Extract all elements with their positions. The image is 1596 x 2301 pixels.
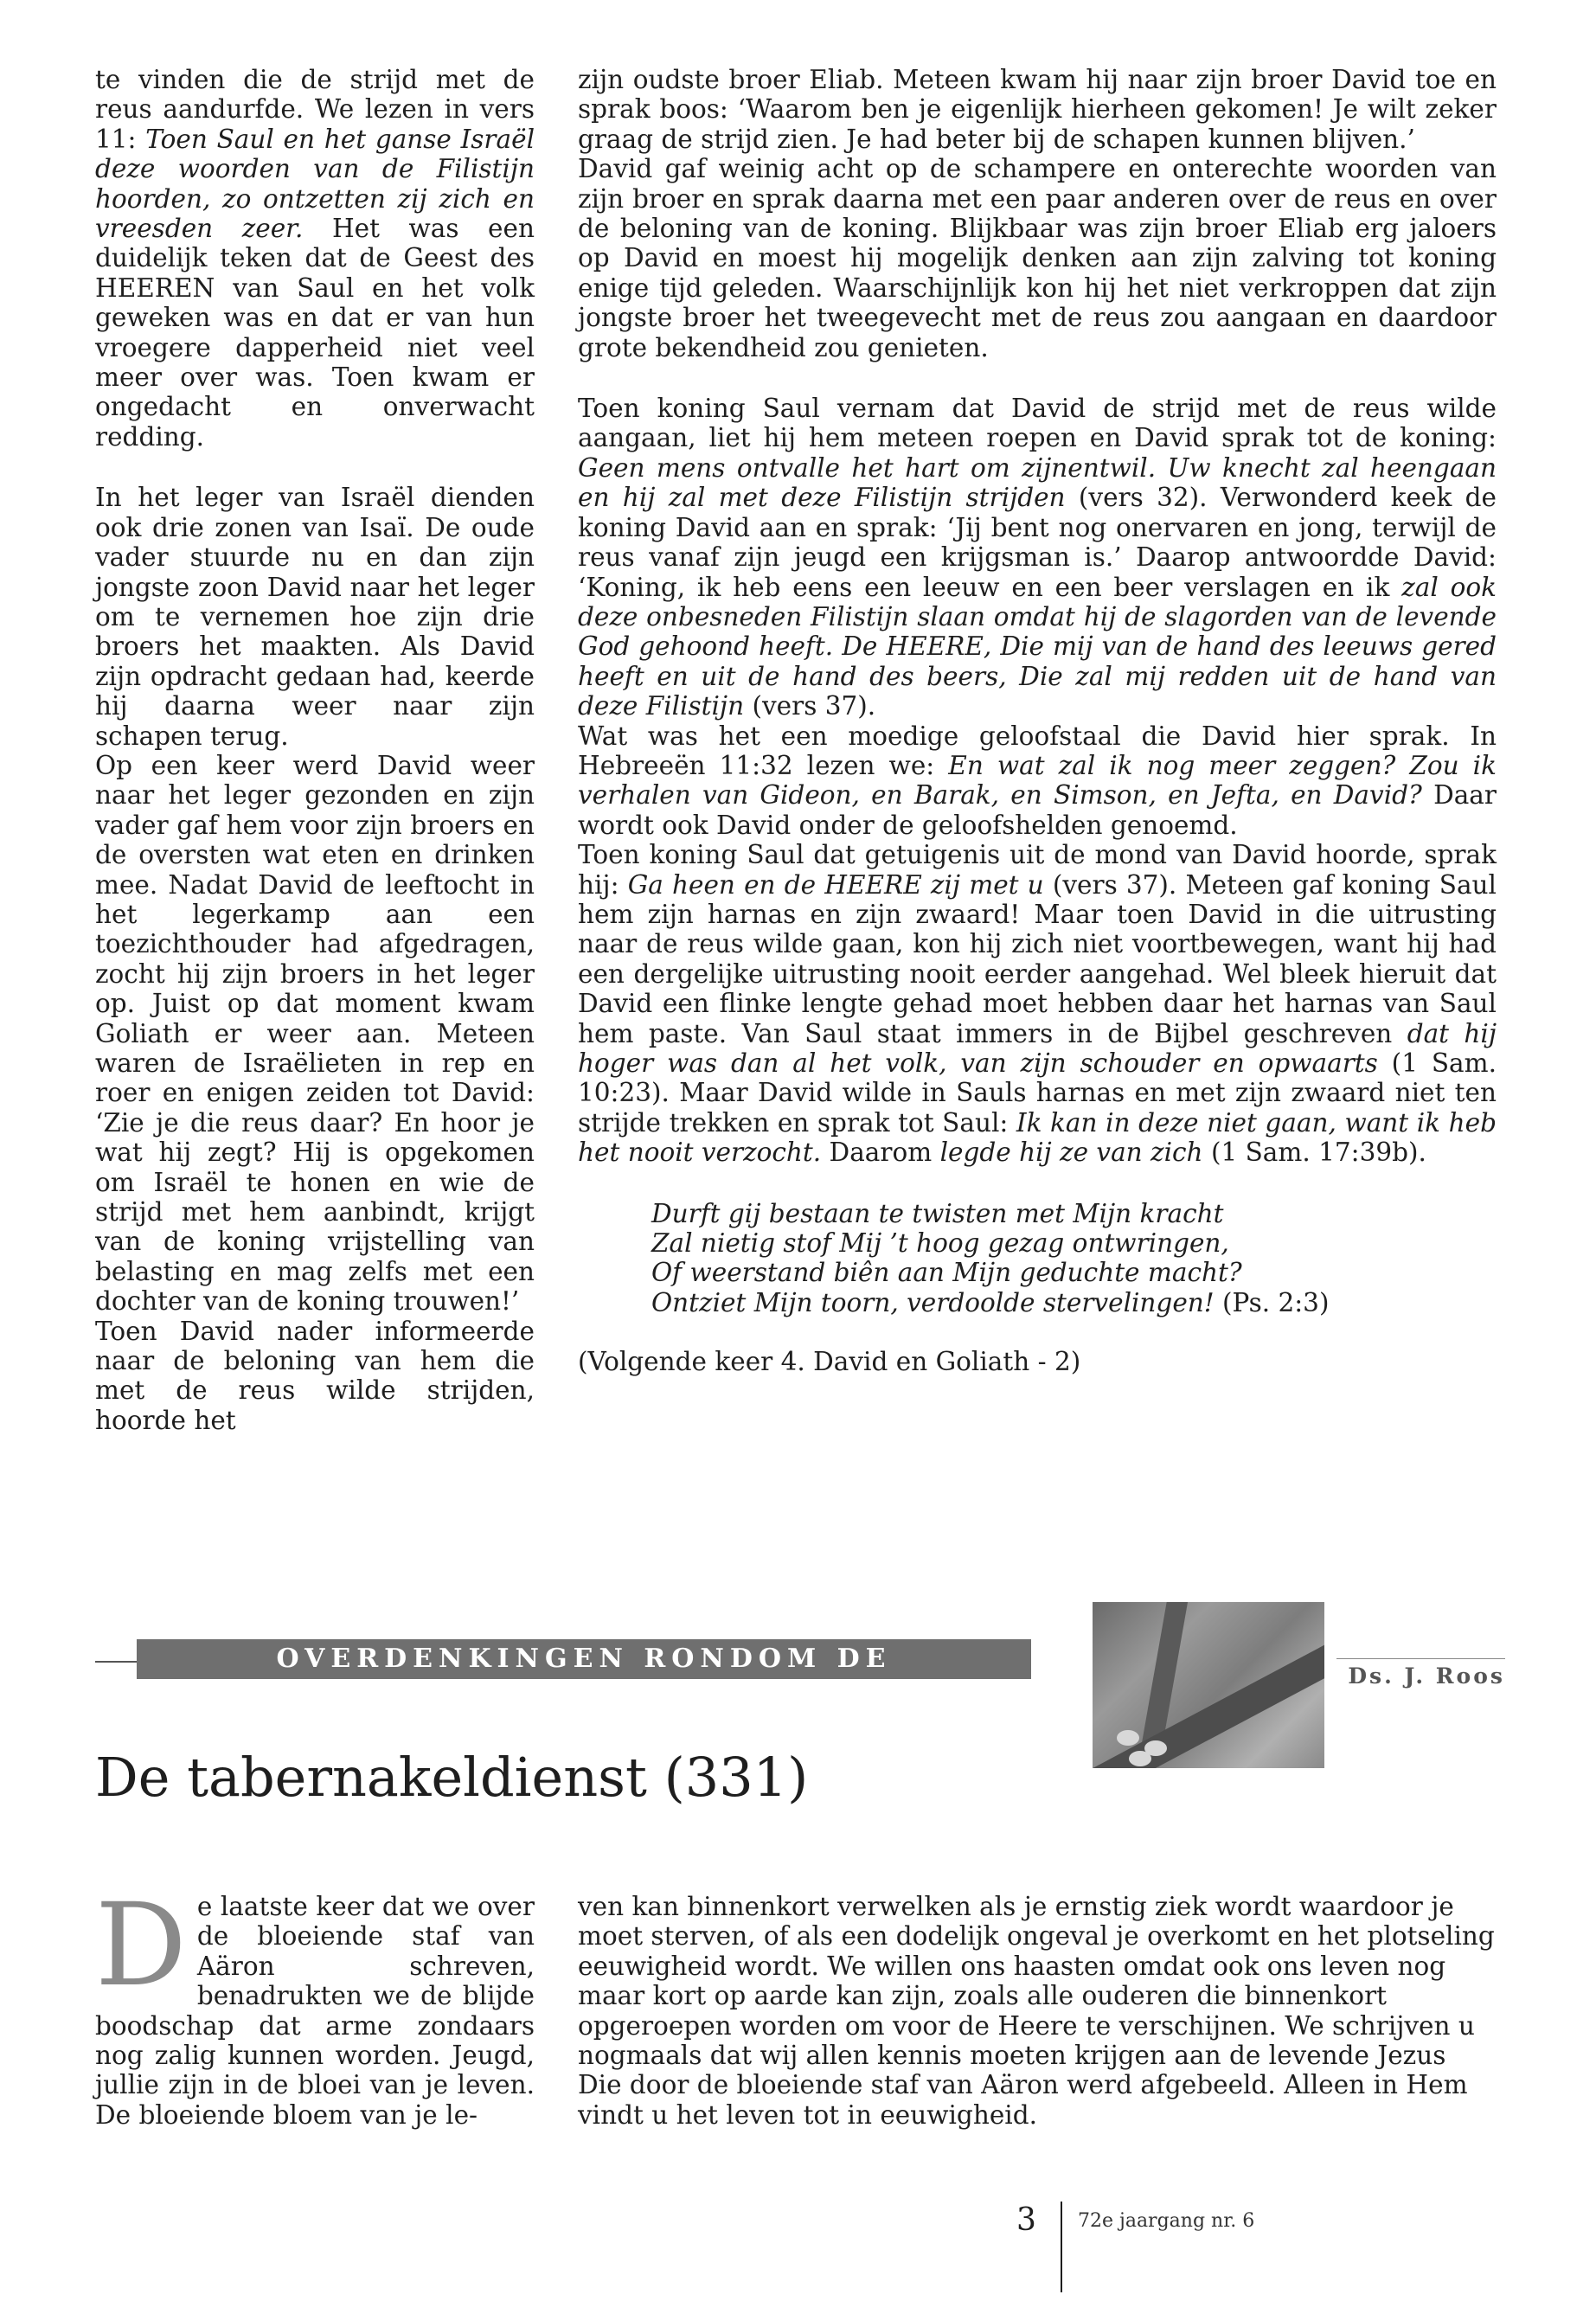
paragraph: [95, 751, 535, 1317]
scripture-quote: dat hij hoger was dan al het volk, van zijn schouder en opwaarts: [578, 1018, 1497, 1078]
text-run: Toen koning Saul dat getuigenis uit de mond van David hoorde, sprak hij:: [578, 840, 1497, 900]
next-episode-note: (Volgende keer 4. David en Goliath - 2): [578, 1347, 1081, 1377]
text-run: te vinden die de strijd met de reus aandurfde. We lezen in vers 11:: [95, 65, 535, 154]
scripture-quote: Ik kan in deze niet gaan, want ik heb het nooit verzocht.: [578, 1107, 1497, 1168]
author-byline: Ds. J. Roos: [1348, 1663, 1505, 1689]
section-banner: OVERDENKINGEN RONDOM DE TABERNAKEL: [137, 1639, 1031, 1679]
poem-line: Zal nietig stof Mij ’t hoog gezag ontwringen,: [651, 1228, 1229, 1259]
text-run: Toen koning Saul vernam dat David de strijd met de reus wilde aangaan, liet hij hem meteen roepen en David sprak tot de koning:: [578, 394, 1497, 453]
text-run: (vers 32). Verwonderd keek de koning David aan en sprak: ‘Jij bent nog onervaren en jong, terwijl de reus vanaf zijn jeugd een krijgsman is.’ Daarop antwoordde David: ‘Koning, ik heb eens een leeuw en een beer verslagen en ik: [578, 483, 1497, 602]
poem-line: Ontziet Mijn toorn, verdoolde stervelingen! (Ps. 2:3): [651, 1287, 1330, 1317]
text-run: Toen David nader informeerde naar de beloning van hem die met de reus wilde strijden, hoorde het: [95, 1316, 535, 1435]
text-run: (1 Sam. 10:23). Maar David wilde in Sauls harnas en met zijn zwaard niet ten strijde trekken en sprak tot Saul:: [578, 1048, 1497, 1138]
article2-right-text: ven kan binnenkort verwelken als je ernstig ziek wordt waardoor je moet sterven, of als een dodelijk ongeval je overkomt en het plotseling eeuwigheid wordt. We willen ons haasten omdat ook ons leven nog maar kort op aarde kan zijn, zoals alle ouderen die binnenkort opgeroepen worden om voor de Heere te verschijnen. We schrijven u nogmaals dat wij allen kennis moeten krijgen aan de levende Jezus Die door de bloeiende staf van Aäron werd afgebeeld. Alleen in Hem vindt u het leven tot in eeuwigheid.: [578, 1892, 1495, 2130]
photo-wood-beam: [1093, 1643, 1324, 1768]
article-title: De tabernakeldienst (331): [95, 1746, 809, 1809]
paragraph: [95, 65, 535, 452]
scripture-quote: zal ook deze onbesneden Filistijn slaan omdat hij de slagorden van de levende God gehoond heeft. De HEERE, Die mij van de hand des leeuws gered heeft en uit de hand des beers, Die zal mij redden uit de hand van deze Filistijn: [578, 572, 1497, 721]
tabernacle-photo: [1093, 1602, 1324, 1768]
text-run: (1 Sam. 17:39b).: [1202, 1138, 1426, 1168]
text-run: zijn oudste broer Eliab. Meteen kwam hij naar zijn broer David toe en sprak boos: ‘Waarom ben je eigenlijk hierheen gekomen! Je wilt zeker graag de strijd zien. Je had beter bij de schapen kunnen blijven.’: [578, 65, 1497, 154]
text-run: Op een keer werd David weer naar het leger gezonden en zijn vader gaf hem voor zijn broers en de oversten wat eten en drinken mee. Nadat David de leeftocht in het legerkamp aan een toezichthouder had afgedragen, zocht hij zijn broers in het leger op. Juist op dat moment kwam Goliath er weer aan. Meteen waren de Israëlieten in rep en roer en enigen zeiden tot David: ‘Zie je die reus daar? En hoor je wat hij zegt? Hij is opgekomen om Israël te honen en wie de strijd met hem aanbindt, krijgt van de koning vrijstelling van belasting en mag zelfs met een dochter van de koning trouwen!’: [95, 750, 535, 1317]
drop-cap: D: [95, 1879, 187, 2012]
text-run: (vers 37). Meteen gaf koning Saul hem zijn harnas en zijn zwaard! Maar toen David in die uitrusting naar de reus wilde gaan, kon hij zich niet voortbewegen, want hij had een dergelijke uitrusting nooit eerder aangehad. Wel bleek hieruit dat David een flinke lengte gehad moet hebben daar het harnas van Saul hem paste. Van Saul staat immers in de Bijbel geschreven: [578, 869, 1497, 1048]
issue-label: 72e jaargang nr. 6: [1078, 2210, 1255, 2232]
text-run: David gaf weinig acht op de schampere en onterechte woorden van zijn broer en sprak daarna met een paar anderen over de reus en over de beloning van de koning. Blijkbaar was zijn broer Eliab erg jaloers op David en moest hij mogelijk denken aan zijn zalving tot koning enige tijd geleden. Waarschijnlijk kon hij het niet verkroppen dat zijn jongste broer het tweegevecht met de reus zou aangaan en daardoor grote bekendheid zou genieten.: [578, 154, 1497, 362]
article2-left-text: e laatste keer dat we over de bloeiende staf van Aäron schreven, benadrukten we de blijde boodschap dat arme zondaars nog zalig kunnen worden. Jeugd, jullie zijn in de bloei van je leven. De bloeiende bloem van je le-: [95, 1892, 535, 2130]
article2-right-column: [578, 1892, 1497, 2130]
page-number: 3: [1016, 2202, 1036, 2238]
poem-line: Of weerstand biên aan Mijn geduchte macht?: [651, 1258, 1242, 1288]
text-run: (vers 37).: [744, 691, 876, 721]
paragraph: [578, 65, 1497, 154]
footer-rule: [1061, 2202, 1062, 2292]
scripture-quote: Toen Saul en het ganse Israël deze woorden van de Filistijn hoorden, zo ontzetten zij zich en vreesden zeer.: [95, 124, 535, 244]
paragraph: [578, 154, 1497, 362]
text-run: Daar wordt ook David onder de geloofshelden genoemd.: [578, 780, 1497, 840]
text-run: In het leger van Israël dienden ook drie zonen van Isaï. De oude vader stuurde nu en dan zijn jongste zoon David naar het leger om te vernemen hoe zijn drie broers het maakten. Als David zijn opdracht gedaan had, keerde hij daarna weer naar zijn schapen terug.: [95, 483, 535, 751]
photo-blossom: [1117, 1730, 1139, 1746]
scripture-quote: legde hij ze van zich: [939, 1138, 1203, 1168]
article1-left-column: [95, 65, 535, 1435]
scripture-quote: Ga heen en de HEERE zij met u: [627, 869, 1044, 900]
poem-reference: (Ps. 2:3): [1214, 1287, 1330, 1317]
text-run: Het was een duidelijk teken dat de Geest des HEEREN van Saul en het volk geweken was en dat er van hun vroegere dapperheid niet veel meer over was. Toen kwam er ongedacht en onverwacht redding.: [95, 214, 535, 452]
article1-right-column: [578, 65, 1497, 1377]
photo-blossom: [1129, 1751, 1151, 1766]
psalm-quote: [578, 1199, 1497, 1318]
paragraph: [578, 394, 1497, 721]
text-run: Wat was het een moedige geloofstaal die David hier sprak. In Hebreeën 11:32 lezen we:: [578, 721, 1497, 780]
article2-left-column: [95, 1879, 535, 2130]
paragraph: [95, 1317, 535, 1436]
paragraph: [578, 721, 1497, 841]
poem-line: Durft gij bestaan te twisten met Mijn kracht: [651, 1198, 1224, 1228]
paragraph: [95, 483, 535, 751]
scripture-quote: Geen mens ontvalle het hart om zijnentwil. Uw knecht zal heengaan en hij zal met deze Filistijn strijden: [578, 452, 1497, 513]
byline-rule: [1336, 1658, 1505, 1659]
text-run: Daarom: [821, 1138, 940, 1168]
scripture-quote: En wat zal ik nog meer zeggen? Zou ik verhalen van Gideon, en Barak, en Simson, en Jefta, en David?: [578, 750, 1497, 811]
paragraph: [578, 840, 1497, 1167]
